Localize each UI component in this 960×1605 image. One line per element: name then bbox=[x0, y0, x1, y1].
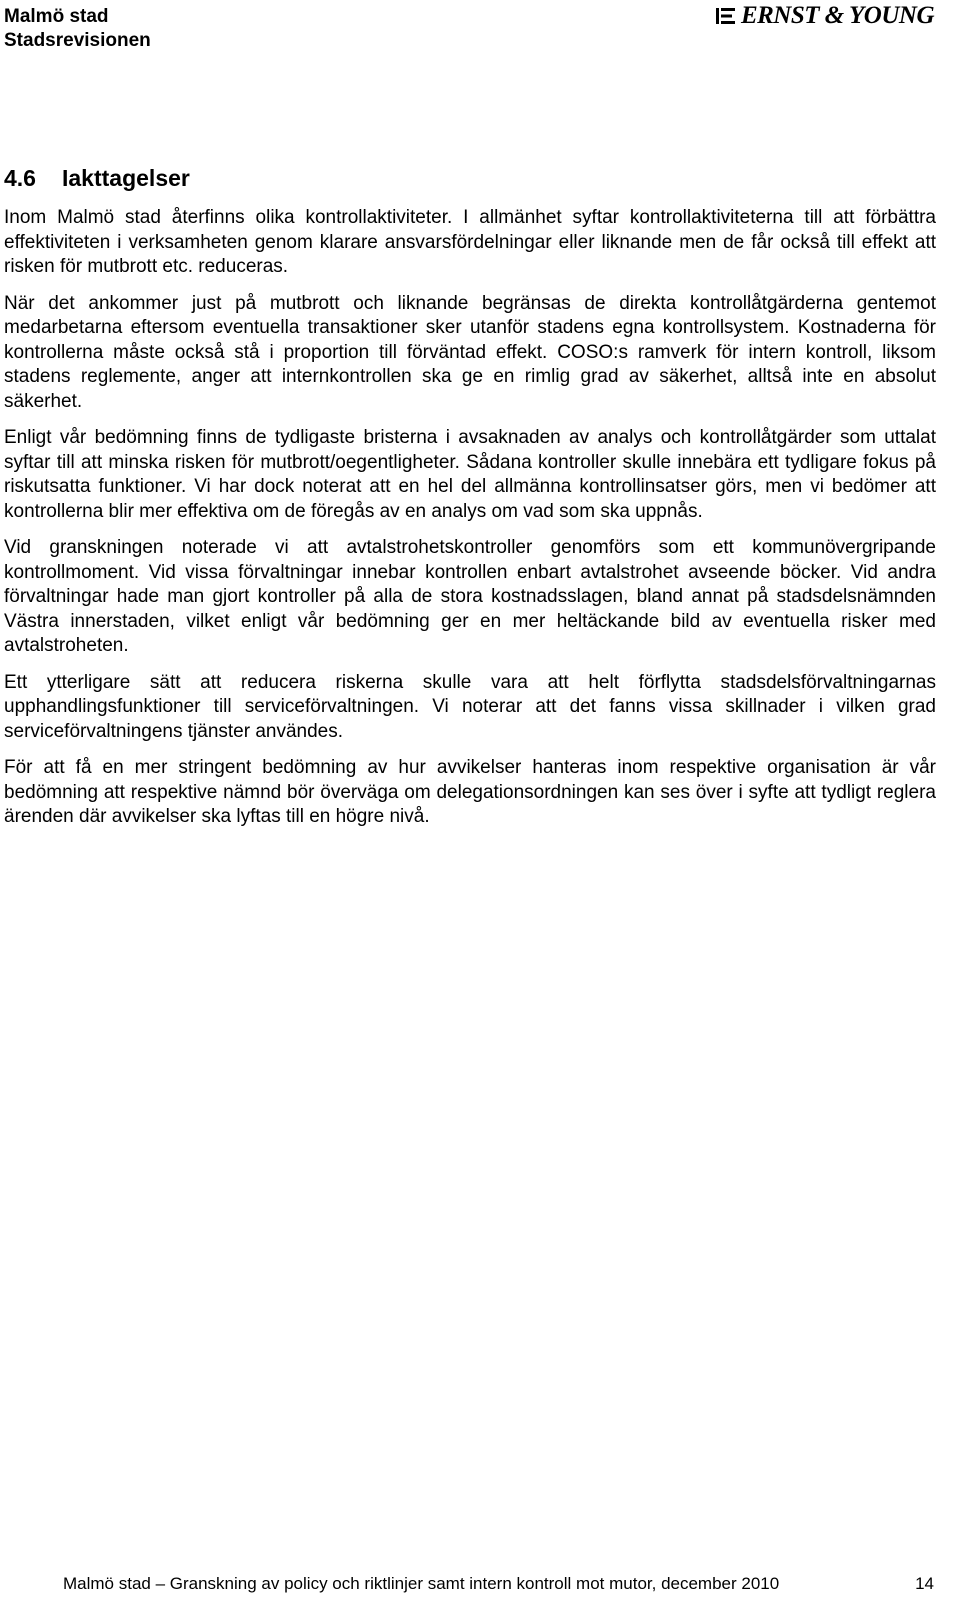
page-number: 14 bbox=[915, 1574, 934, 1593]
paragraph: Vid granskningen noterade vi att avtalstrohetskontroller genomförs som ett kommunövergripande kontrollmoment. Vid vissa förvaltningar innebar kontrollen enbart avtalstrohet avseende böcker. Vid andra förvaltningar hade man gjort kontroller på alla de stora kostnadsslagen, bland annat på stadsdelsnämnden Västra innerstaden, vilket enligt vår bedömning ger en mer heltäckande bild av eventuella risker med avtalstroheten. bbox=[4, 537, 936, 656]
section-number: 4.6 bbox=[4, 165, 36, 191]
page-footer bbox=[63, 1573, 934, 1595]
header-organization: Malmö stad bbox=[4, 6, 109, 27]
ernst-young-logo bbox=[715, 2, 934, 30]
footer-text: Malmö stad – Granskning av policy och riktlinjer samt intern kontroll mot mutor, december 2010 bbox=[63, 1574, 780, 1593]
paragraph: För att få en mer stringent bedömning av hur avvikelser hanteras inom respektive organisation är vår bedömning att respektive nämnd bör överväga om delegationsordningen kan ses över i syfte att tydligt reglera ärenden där avvikelser ska lyftas till en högre nivå. bbox=[4, 757, 936, 827]
section-heading bbox=[4, 164, 190, 192]
paragraph: Ett ytterligare sätt att reducera riskerna skulle vara att helt förflytta stadsdelsförvaltningarnas upphandlingsfunktioner till serviceförvaltningen. Vi noterar att det fanns vissa skillnader i vilken grad serviceförvaltningens tjänster användes. bbox=[4, 671, 936, 742]
paragraph: När det ankommer just på mutbrott och liknande begränsas de direkta kontrollåtgärderna gentemot medarbetarna eftersom eventuella transaktioner sker utanför stadens egna kontrollsystem. Kostnaderna för kontrollerna måste också stå i proportion till förväntad effekt. COSO:s ramverk för intern kontroll, liksom stadens reglemente, anger att internkontrollen ska ge en rimlig grad av säkerhet, alltså inte en absolut säkerhet. bbox=[4, 292, 936, 412]
logo-wordmark: ERNST & YOUNG bbox=[740, 2, 934, 29]
paragraph: Enligt vår bedömning finns de tydligaste bristerna i avsaknaden av analys och kontrollåtgärder som uttalat syftar till att minska risken för mutbrott/oegentligheter. Sådana kontroller skulle innebära ett tydligare fokus på riskutsatta funktioner. Vi har dock noterat att en hel del allmänna kontrollinsatser görs, men vi bedömer att kontrollerna blir mer effektiva om de föregås av en analys om vad som ska uppnås. bbox=[4, 427, 936, 522]
header-department: Stadsrevisionen bbox=[4, 30, 151, 51]
paragraph: Inom Malmö stad återfinns olika kontrollaktiviteter. I allmänhet syftar kontrollaktiviteterna till att förbättra effektiviteten i verksamheten genom klarare ansvarsfördelningar eller liknande men de får också till effekt att risken för mutbrott etc. reduceras. bbox=[4, 207, 936, 277]
body-text bbox=[4, 206, 936, 842]
document-header bbox=[4, 5, 151, 53]
section-title: Iakttagelser bbox=[62, 165, 190, 191]
ey-logo-mark-icon bbox=[715, 6, 737, 26]
